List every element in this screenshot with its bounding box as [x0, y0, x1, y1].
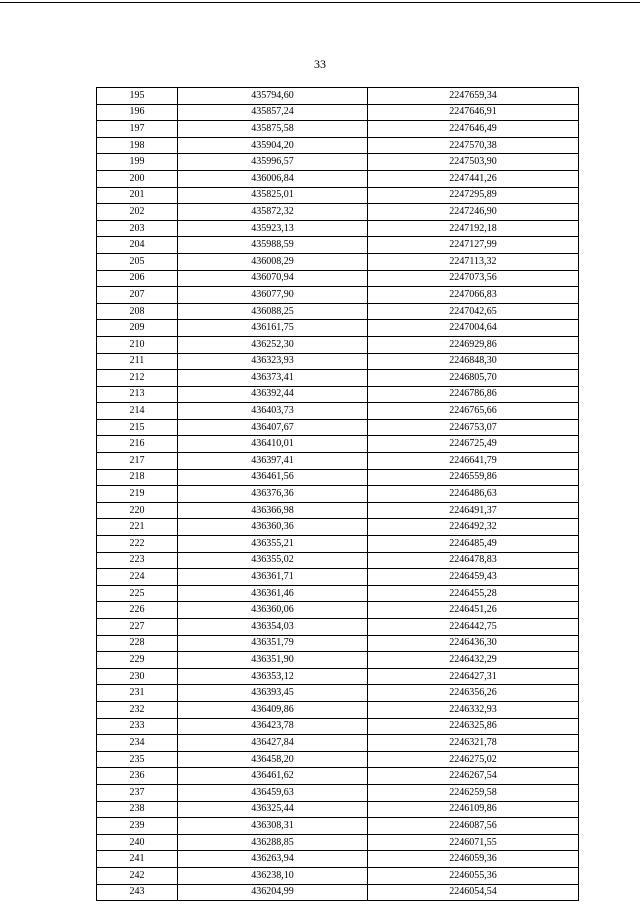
table-row: [97, 486, 579, 503]
point-number-cell: 242: [97, 867, 178, 884]
point-number-cell: 219: [97, 486, 178, 503]
table-row: [97, 867, 579, 884]
x-coordinate-cell: 436288,85: [178, 834, 368, 851]
table-row: [97, 220, 579, 237]
point-number-cell: 205: [97, 253, 178, 270]
y-coordinate-cell: 2246486,63: [368, 486, 579, 503]
x-coordinate-cell: 436355,21: [178, 536, 368, 553]
point-number-cell: 220: [97, 502, 178, 519]
x-coordinate-cell: 436376,36: [178, 486, 368, 503]
y-coordinate-cell: 2247246,90: [368, 204, 579, 221]
point-number-cell: 217: [97, 453, 178, 470]
table-row: [97, 320, 579, 337]
x-coordinate-cell: 435794,60: [178, 88, 368, 105]
y-coordinate-cell: 2246753,07: [368, 419, 579, 436]
x-coordinate-cell: 436392,44: [178, 386, 368, 403]
coordinates-table: [96, 87, 579, 901]
point-number-cell: 212: [97, 370, 178, 387]
table-row: [97, 121, 579, 138]
point-number-cell: 233: [97, 718, 178, 735]
x-coordinate-cell: 436351,90: [178, 652, 368, 669]
y-coordinate-cell: 2246325,86: [368, 718, 579, 735]
y-coordinate-cell: 2246478,83: [368, 552, 579, 569]
point-number-cell: 243: [97, 884, 178, 901]
table-row: [97, 403, 579, 420]
y-coordinate-cell: 2246485,49: [368, 536, 579, 553]
table-row: [97, 502, 579, 519]
y-coordinate-cell: 2247441,26: [368, 170, 579, 187]
x-coordinate-cell: 436407,67: [178, 419, 368, 436]
point-number-cell: 221: [97, 519, 178, 536]
y-coordinate-cell: 2246455,28: [368, 585, 579, 602]
y-coordinate-cell: 2247295,89: [368, 187, 579, 204]
table-row: [97, 784, 579, 801]
x-coordinate-cell: 435825,01: [178, 187, 368, 204]
point-number-cell: 203: [97, 220, 178, 237]
table-row: [97, 602, 579, 619]
point-number-cell: 236: [97, 768, 178, 785]
x-coordinate-cell: 436366,98: [178, 502, 368, 519]
y-coordinate-cell: 2246275,02: [368, 751, 579, 768]
x-coordinate-cell: 436252,30: [178, 336, 368, 353]
x-coordinate-cell: 435988,59: [178, 237, 368, 254]
point-number-cell: 224: [97, 569, 178, 586]
table-row: [97, 536, 579, 553]
table-row: [97, 635, 579, 652]
top-border-line: [0, 2, 640, 3]
y-coordinate-cell: 2246442,75: [368, 619, 579, 636]
x-coordinate-cell: 436263,94: [178, 851, 368, 868]
x-coordinate-cell: 436393,45: [178, 685, 368, 702]
x-coordinate-cell: 436161,75: [178, 320, 368, 337]
point-number-cell: 228: [97, 635, 178, 652]
y-coordinate-cell: 2246559,86: [368, 469, 579, 486]
table-row: [97, 88, 579, 105]
point-number-cell: 216: [97, 436, 178, 453]
point-number-cell: 239: [97, 818, 178, 835]
table-row: [97, 718, 579, 735]
y-coordinate-cell: 2246641,79: [368, 453, 579, 470]
y-coordinate-cell: 2246109,86: [368, 801, 579, 818]
point-number-cell: 196: [97, 104, 178, 121]
y-coordinate-cell: 2247127,99: [368, 237, 579, 254]
table-row: [97, 619, 579, 636]
table-row: [97, 668, 579, 685]
point-number-cell: 222: [97, 536, 178, 553]
x-coordinate-cell: 436088,25: [178, 303, 368, 320]
x-coordinate-cell: 436077,90: [178, 287, 368, 304]
x-coordinate-cell: 436461,56: [178, 469, 368, 486]
table-row: [97, 818, 579, 835]
point-number-cell: 227: [97, 619, 178, 636]
x-coordinate-cell: 435875,58: [178, 121, 368, 138]
x-coordinate-cell: 436070,94: [178, 270, 368, 287]
y-coordinate-cell: 2246071,55: [368, 834, 579, 851]
point-number-cell: 202: [97, 204, 178, 221]
point-number-cell: 226: [97, 602, 178, 619]
y-coordinate-cell: 2246436,30: [368, 635, 579, 652]
point-number-cell: 206: [97, 270, 178, 287]
table-row: [97, 237, 579, 254]
x-coordinate-cell: 436360,06: [178, 602, 368, 619]
point-number-cell: 229: [97, 652, 178, 669]
x-coordinate-cell: 435857,24: [178, 104, 368, 121]
x-coordinate-cell: 436403,73: [178, 403, 368, 420]
table-row: [97, 851, 579, 868]
table-row: [97, 519, 579, 536]
table-row: [97, 353, 579, 370]
y-coordinate-cell: 2246929,86: [368, 336, 579, 353]
y-coordinate-cell: 2247113,32: [368, 253, 579, 270]
table-row: [97, 585, 579, 602]
y-coordinate-cell: 2246321,78: [368, 735, 579, 752]
table-row: [97, 884, 579, 901]
y-coordinate-cell: 2247004,64: [368, 320, 579, 337]
x-coordinate-cell: 436238,10: [178, 867, 368, 884]
x-coordinate-cell: 436360,36: [178, 519, 368, 536]
table-row: [97, 104, 579, 121]
x-coordinate-cell: 436008,29: [178, 253, 368, 270]
y-coordinate-cell: 2246432,29: [368, 652, 579, 669]
y-coordinate-cell: 2246765,66: [368, 403, 579, 420]
y-coordinate-cell: 2246786,86: [368, 386, 579, 403]
x-coordinate-cell: 436361,71: [178, 569, 368, 586]
y-coordinate-cell: 2247192,18: [368, 220, 579, 237]
x-coordinate-cell: 436461,62: [178, 768, 368, 785]
point-number-cell: 204: [97, 237, 178, 254]
point-number-cell: 197: [97, 121, 178, 138]
x-coordinate-cell: 436373,41: [178, 370, 368, 387]
point-number-cell: 240: [97, 834, 178, 851]
table-row: [97, 419, 579, 436]
page-number: 33: [314, 57, 326, 71]
table-row: [97, 569, 579, 586]
y-coordinate-cell: 2247042,65: [368, 303, 579, 320]
point-number-cell: 201: [97, 187, 178, 204]
x-coordinate-cell: 436361,46: [178, 585, 368, 602]
x-coordinate-cell: 436006,84: [178, 170, 368, 187]
x-coordinate-cell: 435996,57: [178, 154, 368, 171]
y-coordinate-cell: 2246054,54: [368, 884, 579, 901]
table-row: [97, 204, 579, 221]
table-row: [97, 287, 579, 304]
point-number-cell: 209: [97, 320, 178, 337]
point-number-cell: 230: [97, 668, 178, 685]
point-number-cell: 200: [97, 170, 178, 187]
point-number-cell: 237: [97, 784, 178, 801]
table-row: [97, 469, 579, 486]
table-row: [97, 187, 579, 204]
y-coordinate-cell: 2247646,91: [368, 104, 579, 121]
table-row: [97, 137, 579, 154]
point-number-cell: 241: [97, 851, 178, 868]
x-coordinate-cell: 436353,12: [178, 668, 368, 685]
y-coordinate-cell: 2247503,90: [368, 154, 579, 171]
table-row: [97, 336, 579, 353]
x-coordinate-cell: 436204,99: [178, 884, 368, 901]
table-row: [97, 303, 579, 320]
point-number-cell: 213: [97, 386, 178, 403]
point-number-cell: 208: [97, 303, 178, 320]
table-row: [97, 253, 579, 270]
point-number-cell: 214: [97, 403, 178, 420]
table-row: [97, 436, 579, 453]
y-coordinate-cell: 2246459,43: [368, 569, 579, 586]
point-number-cell: 225: [97, 585, 178, 602]
y-coordinate-cell: 2246491,37: [368, 502, 579, 519]
table-row: [97, 170, 579, 187]
table-row: [97, 386, 579, 403]
point-number-cell: 215: [97, 419, 178, 436]
y-coordinate-cell: 2246848,30: [368, 353, 579, 370]
y-coordinate-cell: 2246725,49: [368, 436, 579, 453]
point-number-cell: 210: [97, 336, 178, 353]
point-number-cell: 211: [97, 353, 178, 370]
x-coordinate-cell: 436355,02: [178, 552, 368, 569]
x-coordinate-cell: 436308,31: [178, 818, 368, 835]
x-coordinate-cell: 436351,79: [178, 635, 368, 652]
y-coordinate-cell: 2246055,36: [368, 867, 579, 884]
y-coordinate-cell: 2246805,70: [368, 370, 579, 387]
x-coordinate-cell: 436409,86: [178, 701, 368, 718]
table-row: [97, 834, 579, 851]
y-coordinate-cell: 2246059,36: [368, 851, 579, 868]
x-coordinate-cell: 436397,41: [178, 453, 368, 470]
x-coordinate-cell: 436354,03: [178, 619, 368, 636]
y-coordinate-cell: 2246451,26: [368, 602, 579, 619]
y-coordinate-cell: 2246356,26: [368, 685, 579, 702]
x-coordinate-cell: 435872,32: [178, 204, 368, 221]
table-row: [97, 652, 579, 669]
table-row: [97, 751, 579, 768]
table-row: [97, 154, 579, 171]
point-number-cell: 199: [97, 154, 178, 171]
table-row: [97, 370, 579, 387]
y-coordinate-cell: 2247570,38: [368, 137, 579, 154]
y-coordinate-cell: 2247646,49: [368, 121, 579, 138]
point-number-cell: 234: [97, 735, 178, 752]
y-coordinate-cell: 2246267,54: [368, 768, 579, 785]
table-row: [97, 453, 579, 470]
table-row: [97, 768, 579, 785]
table-row: [97, 701, 579, 718]
y-coordinate-cell: 2246259,58: [368, 784, 579, 801]
point-number-cell: 207: [97, 287, 178, 304]
table-row: [97, 685, 579, 702]
coordinates-table-body: [97, 88, 579, 901]
y-coordinate-cell: 2247073,56: [368, 270, 579, 287]
point-number-cell: 198: [97, 137, 178, 154]
x-coordinate-cell: 436410,01: [178, 436, 368, 453]
table-row: [97, 801, 579, 818]
y-coordinate-cell: 2246427,31: [368, 668, 579, 685]
x-coordinate-cell: 436427,84: [178, 735, 368, 752]
table-row: [97, 270, 579, 287]
point-number-cell: 231: [97, 685, 178, 702]
x-coordinate-cell: 435904,20: [178, 137, 368, 154]
y-coordinate-cell: 2247659,34: [368, 88, 579, 105]
table-row: [97, 552, 579, 569]
point-number-cell: 232: [97, 701, 178, 718]
y-coordinate-cell: 2246492,32: [368, 519, 579, 536]
y-coordinate-cell: 2246087,56: [368, 818, 579, 835]
y-coordinate-cell: 2247066,83: [368, 287, 579, 304]
point-number-cell: 195: [97, 88, 178, 105]
x-coordinate-cell: 436458,20: [178, 751, 368, 768]
point-number-cell: 238: [97, 801, 178, 818]
point-number-cell: 218: [97, 469, 178, 486]
x-coordinate-cell: 435923,13: [178, 220, 368, 237]
y-coordinate-cell: 2246332,93: [368, 701, 579, 718]
x-coordinate-cell: 436323,93: [178, 353, 368, 370]
x-coordinate-cell: 436325,44: [178, 801, 368, 818]
point-number-cell: 223: [97, 552, 178, 569]
point-number-cell: 235: [97, 751, 178, 768]
x-coordinate-cell: 436423,78: [178, 718, 368, 735]
table-row: [97, 735, 579, 752]
x-coordinate-cell: 436459,63: [178, 784, 368, 801]
